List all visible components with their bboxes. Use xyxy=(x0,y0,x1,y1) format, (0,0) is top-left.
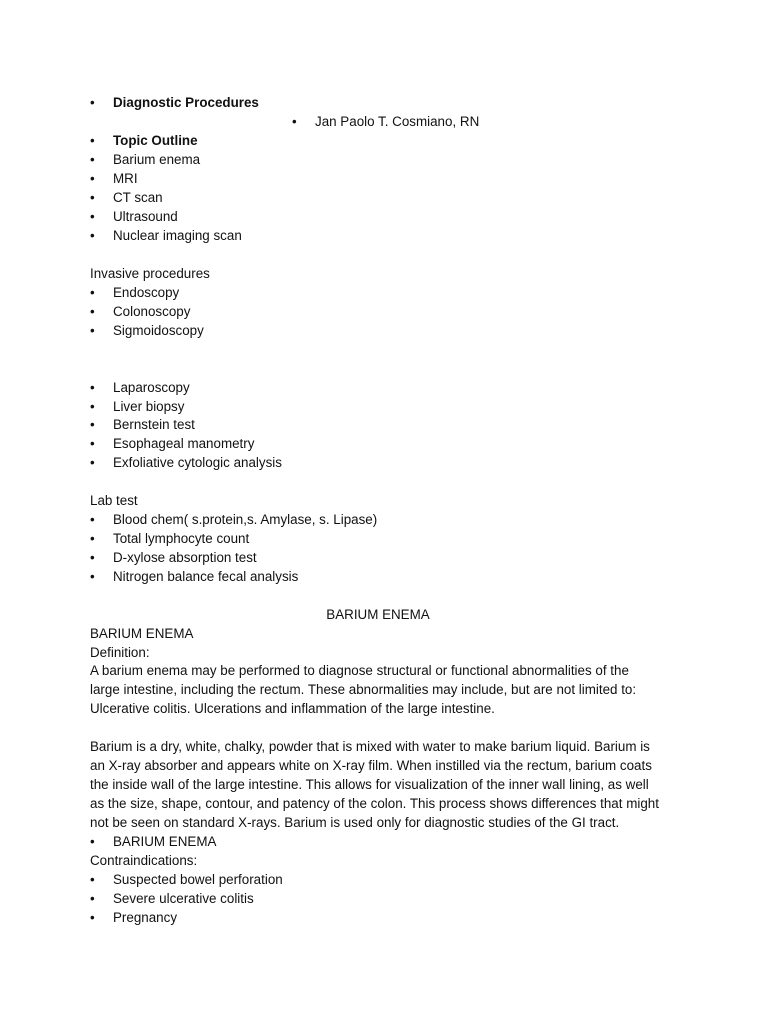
lab-test-heading: Lab test xyxy=(90,493,138,508)
topic-outline-heading: Topic Outline xyxy=(113,133,198,148)
list-item xyxy=(90,870,708,889)
list-item xyxy=(90,415,708,434)
bullet: • xyxy=(90,550,95,565)
bullet: • xyxy=(90,455,95,470)
list-item-text: Barium enema xyxy=(113,152,201,167)
contraindications-label: Contraindications: xyxy=(90,853,198,868)
definition-label: Definition: xyxy=(90,645,150,660)
bullet: • xyxy=(90,891,95,906)
list-item-text: Colonoscopy xyxy=(113,304,191,319)
list-item xyxy=(90,832,708,851)
list-item-text: Pregnancy xyxy=(113,910,178,925)
list-item-text: BARIUM ENEMA xyxy=(113,834,217,849)
list-item-text: Nuclear imaging scan xyxy=(113,228,242,243)
bullet: • xyxy=(292,114,297,129)
list-item xyxy=(90,188,708,207)
list-item-text: Ultrasound xyxy=(113,209,178,224)
topic-outline-item xyxy=(90,131,708,150)
paragraph-line: Barium is a dry, white, chalky, powder that is mixed with water to make barium liquid. Barium is xyxy=(90,739,650,754)
list-item xyxy=(90,302,708,321)
list-item xyxy=(90,434,708,453)
list-item-text: Severe ulcerative colitis xyxy=(113,891,254,906)
bullet: • xyxy=(90,910,95,925)
title-item xyxy=(90,93,708,112)
list-item xyxy=(90,207,708,226)
list-item-text: Laparoscopy xyxy=(113,380,190,395)
bullet: • xyxy=(90,152,95,167)
list-item xyxy=(90,283,708,302)
section-heading-centered: BARIUM ENEMA xyxy=(326,607,430,622)
list-item-text: Blood chem( s.protein,s. Amylase, s. Lipase) xyxy=(113,512,378,527)
list-item xyxy=(90,150,708,169)
bullet: • xyxy=(90,569,95,584)
paragraph-line: A barium enema may be performed to diagnose structural or functional abnormalities of the xyxy=(90,663,629,678)
bullet: • xyxy=(90,436,95,451)
list-item xyxy=(90,889,708,908)
bullet: • xyxy=(90,531,95,546)
document-title: Diagnostic Procedures xyxy=(113,95,259,110)
bullet: • xyxy=(90,417,95,432)
bullet: • xyxy=(90,872,95,887)
bullet: • xyxy=(90,190,95,205)
bullet: • xyxy=(90,304,95,319)
list-item-text: Endoscopy xyxy=(113,285,180,300)
bullet: • xyxy=(90,512,95,527)
paragraph-line: Ulcerative colitis. Ulcerations and inflammation of the large intestine. xyxy=(90,701,495,716)
list-item xyxy=(90,169,708,188)
paragraph-line: an X-ray absorber and appears white on X-ray film. When instilled via the rectum, barium coats xyxy=(90,758,652,773)
list-item-text: Bernstein test xyxy=(113,417,195,432)
bullet: • xyxy=(90,380,95,395)
bullet: • xyxy=(90,834,95,849)
list-item xyxy=(90,321,708,340)
list-item xyxy=(90,510,708,529)
list-item xyxy=(90,529,708,548)
list-item-text: Exfoliative cytologic analysis xyxy=(113,455,282,470)
list-item-text: MRI xyxy=(113,171,138,186)
list-item xyxy=(90,226,708,245)
bullet: • xyxy=(90,209,95,224)
list-item xyxy=(90,378,708,397)
author-name: Jan Paolo T. Cosmiano, RN xyxy=(315,114,480,129)
list-item xyxy=(90,548,708,567)
paragraph-line: as the size, shape, contour, and patency of the colon. This process shows differences that might xyxy=(90,796,659,811)
author-item xyxy=(292,112,708,131)
list-item-text: Esophageal manometry xyxy=(113,436,255,451)
bullet: • xyxy=(90,95,95,110)
bullet: • xyxy=(90,133,95,148)
list-item xyxy=(90,453,708,472)
list-item xyxy=(90,567,708,586)
bullet: • xyxy=(90,285,95,300)
bullet: • xyxy=(90,171,95,186)
list-item-text: Sigmoidoscopy xyxy=(113,323,204,338)
list-item-text: CT scan xyxy=(113,190,163,205)
list-item-text: Total lymphocyte count xyxy=(113,531,250,546)
list-item-text: Liver biopsy xyxy=(113,399,185,414)
list-item xyxy=(90,908,708,927)
bullet: • xyxy=(90,228,95,243)
paragraph-line: the inside wall of the large intestine. This allows for visualization of the inner wall lining, as well xyxy=(90,777,649,792)
section-heading: BARIUM ENEMA xyxy=(90,626,194,641)
paragraph-line: large intestine, including the rectum. These abnormalities may include, but are not limited to: xyxy=(90,682,637,697)
list-item xyxy=(90,397,708,416)
list-item-text: D-xylose absorption test xyxy=(113,550,257,565)
invasive-procedures-heading: Invasive procedures xyxy=(90,266,210,281)
list-item-text: Nitrogen balance fecal analysis xyxy=(113,569,299,584)
bullet: • xyxy=(90,323,95,338)
paragraph-line: not be seen on standard X-rays. Barium is used only for diagnostic studies of the GI tract. xyxy=(90,815,620,830)
list-item-text: Suspected bowel perforation xyxy=(113,872,283,887)
bullet: • xyxy=(90,399,95,414)
